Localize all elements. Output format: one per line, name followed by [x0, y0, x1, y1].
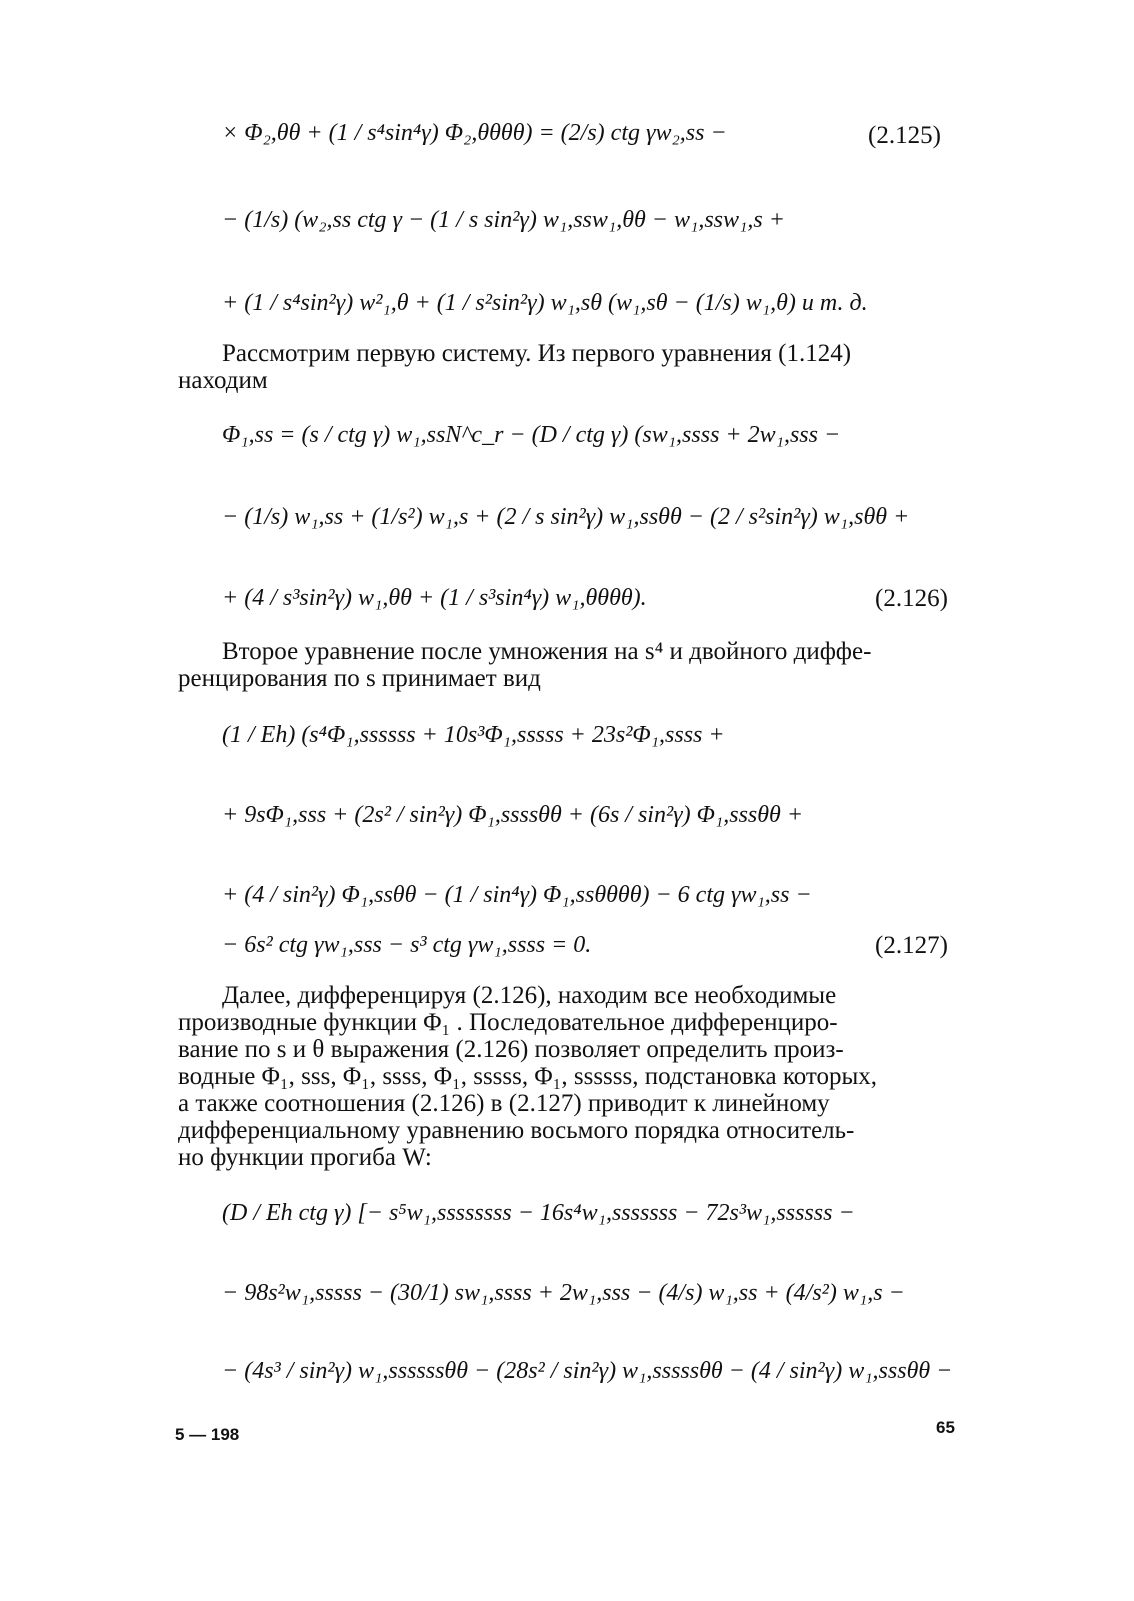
equation-final-line-2: − 98s²w₁,sssss − (30/1) sw₁,ssss + 2w₁,sss − (4/s) w₁,ss + (4/s²) w₁,s − [222, 1280, 905, 1306]
equation-2-127-line-1: (1 / Eh) (s⁴Φ₁,ssssss + 10s³Φ₁,sssss + 23s²Φ₁,ssss + [222, 722, 725, 748]
equation-number-2-125: (2.125) [868, 122, 941, 149]
equation-2-125-line-3: + (1 / s⁴sin²γ) w²₁,θ + (1 / s²sin²γ) w₁,sθ (w₁,sθ − (1/s) w₁,θ) и т. д. [222, 290, 868, 316]
equation-number-2-126: (2.126) [875, 585, 948, 612]
paragraph-3-line-1: Далее, дифференцируя (2.126), находим все необходимые [222, 982, 837, 1009]
paragraph-1-line-2: находим [178, 367, 268, 394]
paragraph-3-line-7: но функции прогиба W: [178, 1144, 432, 1171]
equation-2-125-line-1: × Φ₂,θθ + (1 / s⁴sin⁴γ) Φ₂,θθθθ) = (2/s) ctg γw₂,ss − [222, 120, 727, 146]
equation-2-127-line-2: + 9sΦ₁,sss + (2s² / sin²γ) Φ₁,ssssθθ + (6s / sin²γ) Φ₁,sssθθ + [222, 802, 804, 828]
printer-signature: 5 — 198 [175, 1425, 240, 1444]
equation-2-127-line-4: − 6s² ctg γw₁,sss − s³ ctg γw₁,ssss = 0. [222, 932, 592, 958]
page-number: 65 [936, 1418, 955, 1437]
paragraph-1-line-1: Рассмотрим первую систему. Из первого уравнения (1.124) [222, 340, 852, 367]
paragraph-3-line-6: дифференциальному уравнению восьмого порядка относитель- [178, 1117, 855, 1144]
equation-2-127-line-3: + (4 / sin²γ) Φ₁,ssθθ − (1 / sin⁴γ) Φ₁,ssθθθθ) − 6 ctg γw₁,ss − [222, 882, 812, 908]
equation-number-2-127: (2.127) [875, 932, 948, 959]
equation-2-125-line-2: − (1/s) (w₂,ss ctg γ − (1 / s sin²γ) w₁,ssw₁,θθ − w₁,ssw₁,s + [222, 207, 785, 233]
paragraph-2-line-1: Второе уравнение после умножения на s⁴ и двойного диффе- [222, 638, 872, 665]
paragraph-3-line-5: а также соотношения (2.126) в (2.127) приводит к линейному [178, 1090, 830, 1117]
paragraph-3-line-4: водные Φ₁, sss, Φ₁, ssss, Φ₁, sssss, Φ₁, ssssss, подстановка которых, [178, 1063, 878, 1090]
equation-2-126-line-1: Φ₁,ss = (s / ctg γ) w₁,ssN^c_r − (D / ctg γ) (sw₁,ssss + 2w₁,sss − [222, 422, 841, 448]
paragraph-3-line-2: производные функции Φ₁ . Последовательное дифференциро- [178, 1009, 838, 1036]
equation-2-126-line-3: + (4 / s³sin²γ) w₁,θθ + (1 / s³sin⁴γ) w₁,θθθθ). [222, 585, 647, 611]
paragraph-2-line-2: ренцирования по s принимает вид [178, 665, 541, 692]
equation-2-126-line-2: − (1/s) w₁,ss + (1/s²) w₁,s + (2 / s sin²γ) w₁,ssθθ − (2 / s²sin²γ) w₁,sθθ + [222, 504, 910, 530]
paragraph-3-line-3: вание по s и θ выражения (2.126) позволяет определить произ- [178, 1036, 844, 1063]
equation-final-line-3: − (4s³ / sin²γ) w₁,ssssssθθ − (28s² / sin²γ) w₁,sssssθθ − (4 / sin²γ) w₁,sssθθ − [222, 1358, 953, 1384]
equation-final-line-1: (D / Eh ctg γ) [− s⁵w₁,ssssssss − 16s⁴w₁,sssssss − 72s³w₁,ssssss − [222, 1200, 855, 1226]
